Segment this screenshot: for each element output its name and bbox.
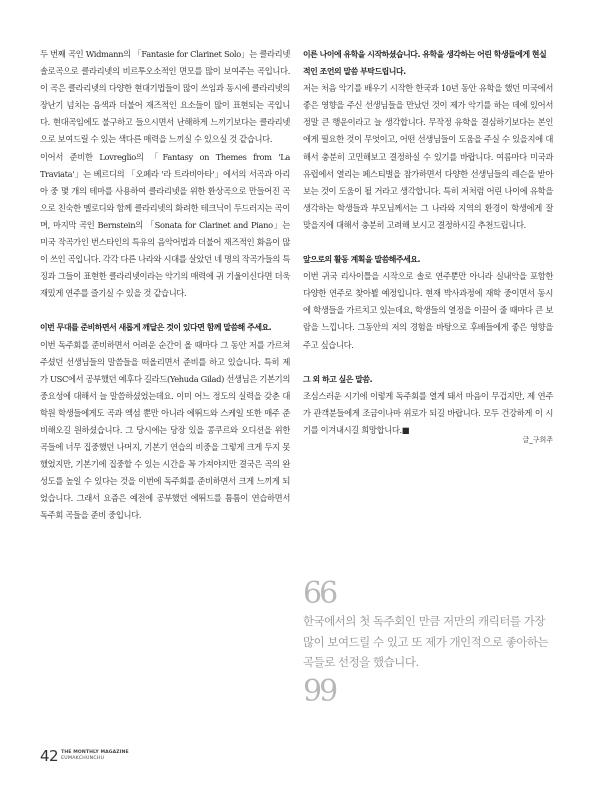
left-column bbox=[40, 46, 290, 525]
body-paragraph: 이번 귀국 리사이틀을 시작으로 솔로 연주뿐만 아니라 실내악을 포함한 다양한 연주로 찾아뵐 예정입니다. 현재 박사과정에 재학 중이면서 동시에 학생들을 가르치고 있는데요, 학생들의 열정을 이끌어 줄 때마다 큰 보람을 느낍니다. 그동안의 저의 경험을 바탕으로 후배들에게 좋은 영향을 주고 싶습니다. bbox=[303, 271, 553, 350]
right-column bbox=[303, 46, 553, 445]
magazine-name bbox=[61, 750, 129, 762]
end-mark-icon: ■ bbox=[401, 424, 410, 435]
open-quote-icon: 66 bbox=[303, 576, 336, 611]
body-paragraph: 저는 처음 악기를 배우기 시작한 한국과 10년 동안 유학을 했던 미국에서 좋은 영향을 주신 선생님들을 만났던 것이 제가 악기를 하는 데에 있어서 정말 큰 행운이라고 늘 생각합니다. 무작정 유학을 결심하기보다는 본인에게 필요한 것이 무엇이고, 어떤 선생님들이 도움을 주실 수 있을지에 대해서 충분히 고민해보고 결정하실 수 있기를 바랍니다. 여름마다 미국과 유럽에서 열리는 페스티벌을 참가하면서 다양한 선생님들의 레슨을 받아보는 것이 도움이 될 거라고 생각합니다. 특히 저처럼 어린 나이에 유학을 생각하는 학생들과 부모님께서는 그 나라와 지역의 환경이 학생에게 잘 맞을지에 대해서 충분히 고려해 보시고 결정하시길 추천드립니다. bbox=[303, 83, 553, 230]
page-footer bbox=[40, 748, 129, 764]
page-number: 42 bbox=[40, 747, 59, 765]
closing-text: 조심스러운 시기에 이렇게 독주회를 열게 돼서 마음이 무겁지만, 제 연주가 관객분들에게 조금이나마 위로가 되길 바랍니다. 모두 건강하게 이 시기를 이겨내시길 희망합니다. bbox=[303, 390, 553, 435]
pull-quote-text: 한국에서의 첫 독주회인 만큼 저만의 캐릭터를 가장 많이 보여드릴 수 있고 또 제가 개인적으로 좋아하는 곡들로 선정을 했습니다. bbox=[303, 614, 549, 669]
magazine-line-2: EUMAKCHUNCHU bbox=[61, 756, 105, 761]
pull-quote bbox=[303, 576, 553, 709]
interview-question: 앞으로의 활동 계획을 말씀해주세요. bbox=[303, 255, 421, 265]
interview-question: 이번 무대를 준비하면서 새롭게 깨달은 것이 있다면 함께 말씀해 주세요. bbox=[40, 323, 272, 333]
close-quote-icon: 99 bbox=[303, 673, 336, 709]
body-paragraph: 두 번째 곡인 Widmann의 「Fantasie for Clarinet Solo」는 클라리넷 솔로곡으로 클라리넷의 비르투오소적인 면모를 많이 보여주는 곡입니다. 이 곡은 클라리넷의 다양한 현대기법들이 많이 쓰임과 동시에 클라리넷의 장난기 넘치는 음색과 더불어 재즈적인 요소들이 많이 표현되는 곡입니다. 현대곡임에도 불구하고 들으시면서 난해하게 느끼기보다는 클라리넷으로 보여드릴 수 있는 색다른 매력을 느끼실 수 있으실 것 같습니다. bbox=[40, 49, 290, 145]
body-paragraph: 이어서 준비한 Lovreglio의 「Fantasy on Themes from 'La Traviata'」는 베르디의 「오페라 '라 트라비아타'」에서의 서곡과 아리아 중 몇 개의 테마를 사용하여 클라리넷을 위한 환상곡으로 만들어진 곡으로 친숙한 멜로디와 함께 클라리넷의 화려한 테크닉이 두드러지는 곡이며, 마지막 곡인 Bernstein의 「Sonata for Clarinet and Piano」는 미국 작곡가인 번스타인의 특유의 음악어법과 더불어 재즈적인 화음이 많이 쓰인 곡입니다. 각각 다른 나라와 시대를 살았던 네 명의 작곡가들의 특징과 그들이 표현한 클라리넷이라는 악기의 매력에 귀 기울이신다면 더욱 재밌게 연주를 즐기실 수 있을 것 같습니다. bbox=[40, 151, 290, 299]
body-paragraph: 이번 독주회를 준비하면서 어려운 순간이 올 때마다 그 동안 저를 가르쳐 주셨던 선생님들의 말씀들을 떠올리면서 준비를 하고 있습니다. 특히 제가 USC에서 공부했던 예후다 길라드(Yehuda Gilad) 선생님은 기본기의 중요성에 대해서 늘 말씀하셨었는데요. 이미 어느 정도의 실력을 갖춘 대학원 학생들에게도 곡과 엑섬 뿐만 아니라 에뛰드와 스케일 또한 매주 준비해오길 원하셨습니다. 그 당시에는 당장 있을 콩쿠르와 오디션을 위한 곡들에 너무 집중했던 나머지, 기본기 연습의 비중을 그렇게 크게 두지 못했었지만, 기본기에 집중할 수 있는 시간을 꼭 가져야지만 결국은 곡의 완성도를 높일 수 있다는 것을 이번에 독주회를 준비하면서 크게 느끼게 되었습니다. 그래서 요즘은 예전에 공부했던 에뛰드를 틈틈이 연습하면서 독주회 곡들을 준비 중입니다. bbox=[40, 339, 290, 521]
interview-question: 그 외 하고 싶은 말씀. bbox=[303, 374, 373, 384]
interview-question: 이른 나이에 유학을 시작하셨습니다. 유학을 생각하는 어린 학생들에게 현실적인 조언의 말씀 부탁드립니다. bbox=[303, 50, 547, 77]
author-signature: 글_구희주 bbox=[522, 435, 553, 444]
magazine-line-1: THE MONTHLY MAGAZINE bbox=[61, 750, 129, 755]
body-paragraph bbox=[303, 388, 553, 439]
